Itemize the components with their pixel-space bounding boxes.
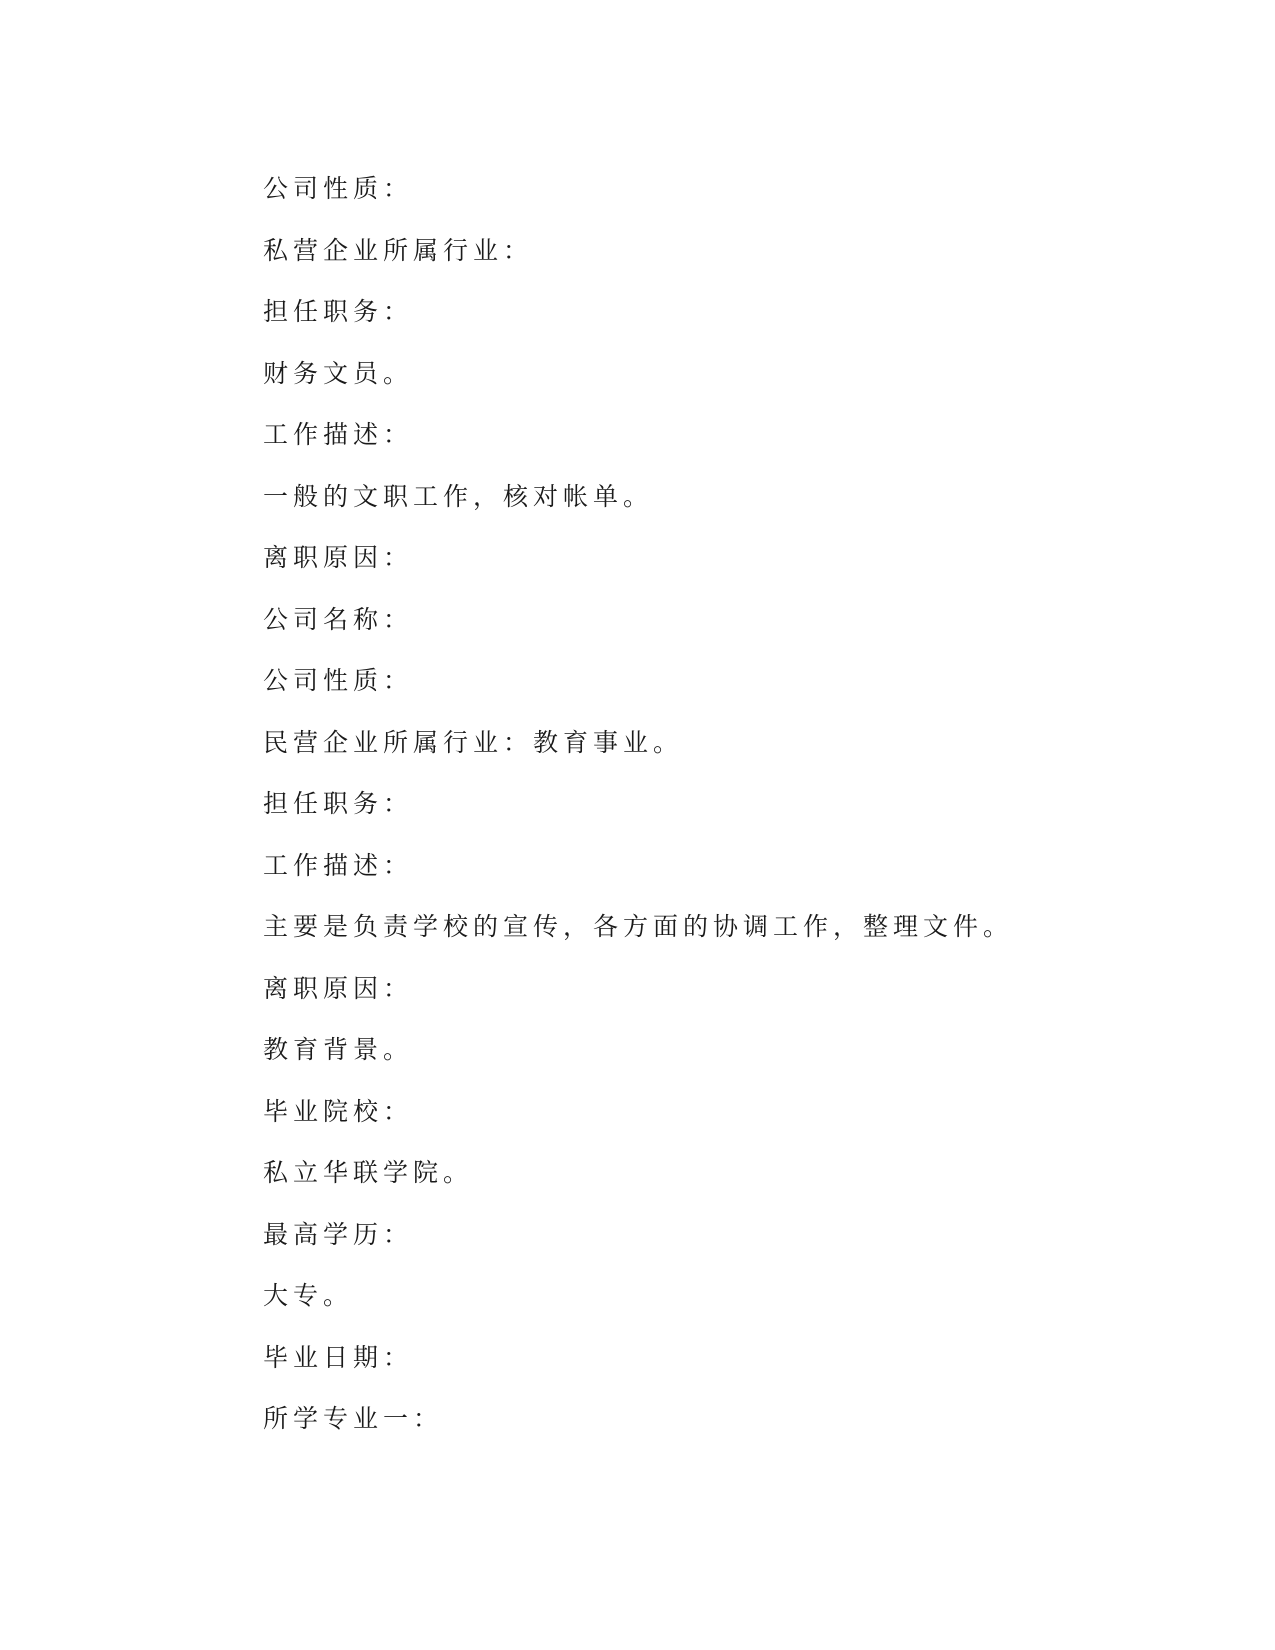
text-line: 一般的文职工作，核对帐单。: [263, 481, 654, 511]
text-line: 所学专业一：: [263, 1404, 444, 1433]
text-line: 离职原因：: [263, 543, 414, 572]
text-line: 公司名称：: [263, 604, 414, 634]
text-line: 民营企业所属行业：教育事业。: [263, 727, 684, 757]
text-line: 毕业日期：: [263, 1342, 414, 1372]
text-line: 公司性质：: [263, 666, 414, 695]
text-line: 大专。: [263, 1281, 354, 1310]
text-line: 担任职务：: [263, 297, 414, 326]
text-line: 私营企业所属行业：: [263, 235, 534, 265]
text-line: 财务文员。: [263, 358, 414, 388]
text-line: 工作描述：: [263, 850, 414, 880]
text-line: 毕业院校：: [263, 1096, 414, 1126]
document-body: [263, 167, 1063, 1459]
text-line: 最高学历：: [263, 1219, 414, 1249]
text-line: 主要是负责学校的宣传，各方面的协调工作，整理文件。: [263, 912, 1014, 941]
text-line: 私立华联学院。: [263, 1158, 474, 1187]
text-line: 离职原因：: [263, 973, 414, 1003]
text-line: 公司性质：: [263, 174, 414, 203]
text-line: 教育背景。: [263, 1035, 414, 1064]
text-line: 担任职务：: [263, 789, 414, 818]
text-line: 工作描述：: [263, 420, 414, 449]
